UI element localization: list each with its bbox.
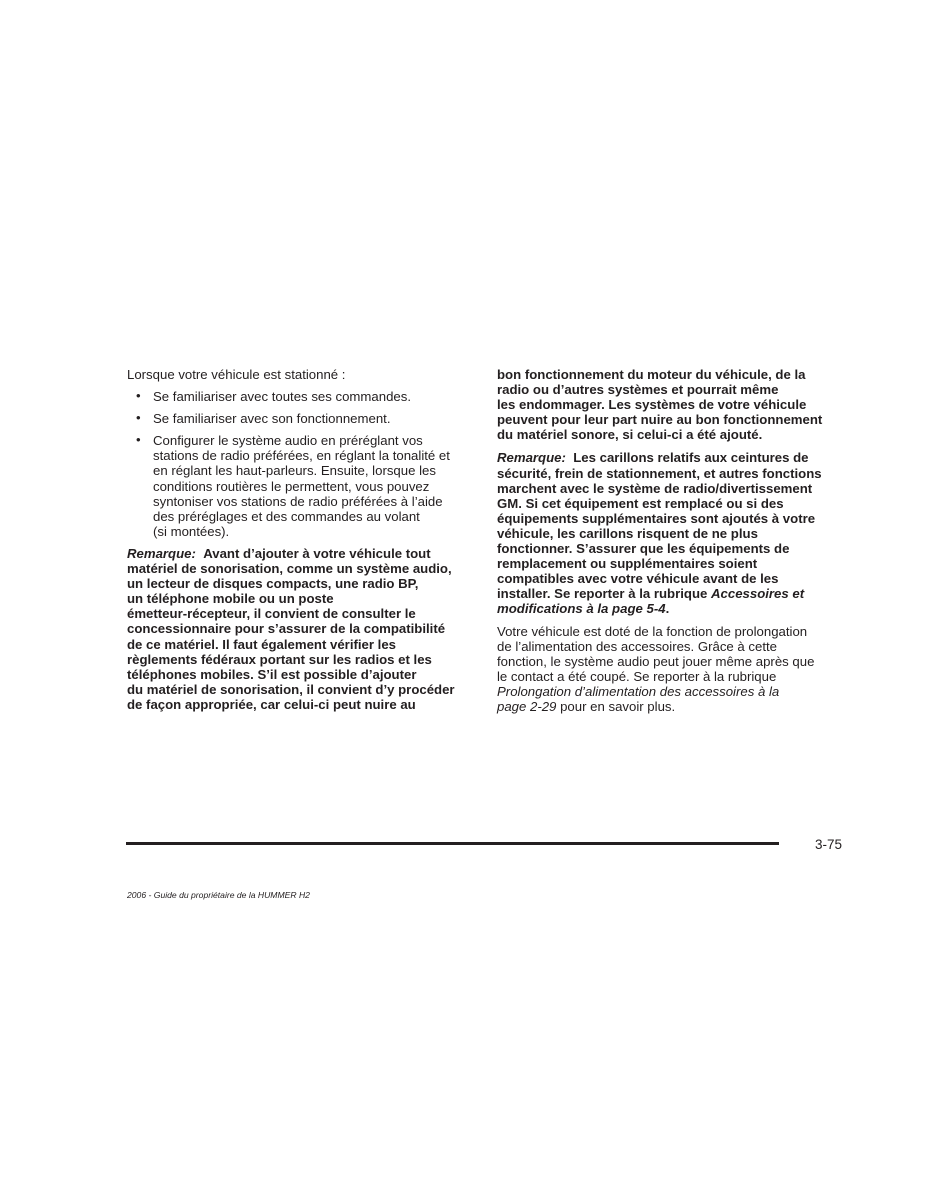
bullet-line: Se familiariser avec toutes ses commandes. [153,389,411,405]
bullet-item [127,389,472,404]
right-column [497,367,842,714]
bullet-line: des préréglages et des commandes au volant [153,508,420,524]
footer-rule [126,842,779,845]
bullet-line: en réglant les haut-parleurs. Ensuite, lorsque les [153,463,436,479]
note-line: un lecteur de disques compacts, une radio BP, [127,576,419,592]
note-line: matériel de sonorisation, comme un système audio, [127,561,452,577]
bullet-line: Configurer le système audio en préréglant vos [153,433,423,449]
final-line: fonction, le système audio peut jouer même après que [497,653,815,669]
left-column [127,367,472,712]
note2-line: Les carillons relatifs aux ceintures de [573,450,809,466]
continuation-line: bon fonctionnement du moteur du véhicule, de la [497,367,806,382]
note2-line: GM. Si cet équipement est remplacé ou si des [497,495,784,511]
footer-caption: 2006 - Guide du propriétaire de la HUMMER H2 [127,890,310,900]
bullet-icon: • [136,388,141,404]
note2-line: marchent avec le système de radio/divertissement [497,480,813,496]
bullet-item [127,411,472,426]
note-label: Remarque: [127,545,196,561]
note-line: téléphones mobiles. S’il est possible d’ajouter [127,666,417,682]
cross-reference-link[interactable]: Prolongation d’alimentation des accessoires à la [497,683,780,699]
note-line: du matériel de sonorisation, il convient d’y procéder [127,681,455,697]
cross-reference-link[interactable]: page 2-29 [497,698,557,714]
note-line: émetteur-récepteur, il convient de consulter le [127,606,416,622]
bullet-item [127,433,472,539]
page-number: 3-75 [815,837,843,852]
note-paragraph [127,546,472,712]
continuation-paragraph [497,367,842,442]
bullet-line: stations de radio préférées, en réglant la tonalité et [153,448,450,464]
note2-line: équipements supplémentaires sont ajoutés à votre [497,510,816,526]
final-line: de l’alimentation des accessoires. Grâce à cette [497,638,778,654]
note2-paragraph [497,450,842,616]
note2-label: Remarque: [497,450,566,466]
final-paragraph [497,624,842,715]
note-line: un téléphone mobile ou un poste [127,591,334,607]
final-line: Votre véhicule est doté de la fonction de prolongation [497,623,808,639]
note2-line: compatibles avec votre véhicule avant de les [497,571,779,587]
bullet-line: (si montées). [153,523,230,539]
continuation-line: les endommager. Les systèmes de votre véhicule [497,397,807,413]
note2-ref-end: . [665,601,670,617]
final-line: le contact a été coupé. Se reporter à la rubrique [497,668,777,684]
note-line: Avant d’ajouter à votre véhicule tout [203,545,431,561]
intro-text: Lorsque votre véhicule est stationné : [127,367,346,382]
bullet-icon: • [136,432,141,448]
note-line: concessionnaire pour s’assurer de la compatibilité [127,621,446,637]
note2-ref-prefix: installer. Se reporter à la rubrique [497,586,708,602]
cross-reference-link[interactable]: Accessoires et [711,586,805,602]
note-line: règlements fédéraux portant sur les radios et les [127,651,432,667]
note2-line: véhicule, les carillons risquent de ne plus [497,525,758,541]
note-line: de façon appropriée, car celui-ci peut nuire au [127,696,416,712]
cross-reference-link[interactable]: modifications à la page 5-4 [497,601,666,617]
continuation-line: du matériel sonore, si celui-ci a été ajouté. [497,427,763,443]
note2-line: fonctionner. S’assurer que les équipements de [497,541,790,557]
bullet-line: conditions routières le permettent, vous pouvez [153,478,430,494]
bullet-line: Se familiariser avec son fonctionnement. [153,411,391,427]
note2-line: remplacement ou supplémentaires soient [497,556,758,572]
note-line: de ce matériel. Il faut également vérifier les [127,636,396,652]
continuation-line: peuvent pour leur part nuire au bon fonctionnement [497,412,823,428]
bullet-list [127,389,472,539]
bullet-line: syntoniser vos stations de radio préférées à l’aide [153,493,443,509]
continuation-line: radio ou d’autres systèmes et pourrait même [497,382,779,398]
note2-line: sécurité, frein de stationnement, et autres fonctions [497,465,822,481]
final-tail: pour en savoir plus. [560,698,676,714]
bullet-icon: • [136,410,141,426]
